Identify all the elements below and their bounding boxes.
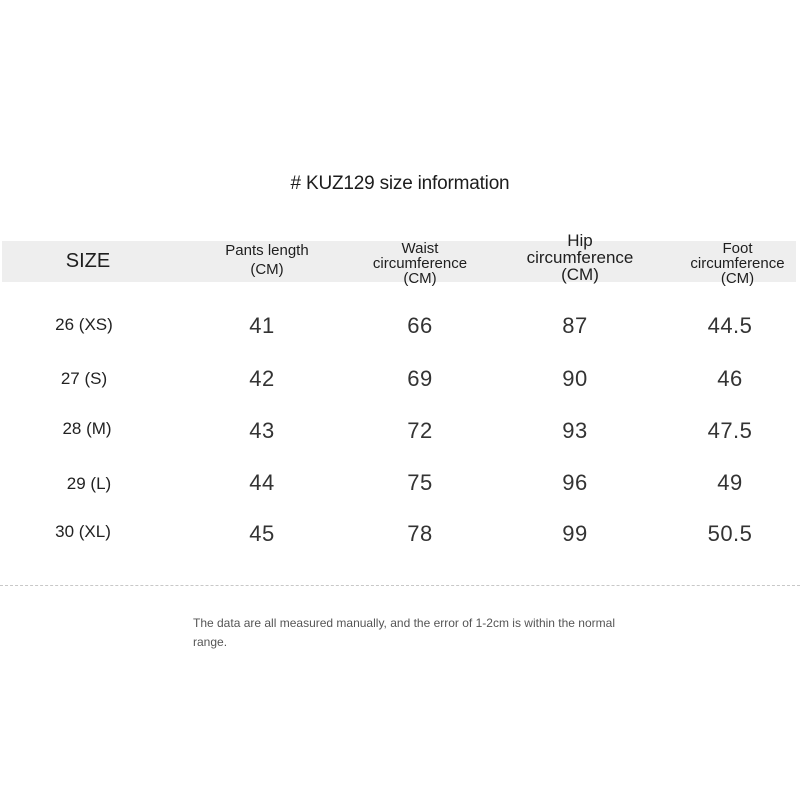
table-row-size: 27 (S) [60,369,108,388]
header-pants-length [207,243,327,277]
table-cell-pants-length: 42 [249,366,275,391]
dashed-divider [0,585,800,586]
header-hip-line1: Hip [567,231,593,250]
table-cell-foot: 49 [717,470,743,495]
header-hip-line2: circumference [526,248,634,267]
table-row-size: 26 (XS) [55,315,113,334]
table-cell-hip: 87 [562,313,588,338]
header-pants-length-unit: (CM) [250,261,284,278]
header-foot [680,241,795,286]
header-foot-line2: circumference [690,255,785,272]
table-cell-pants-length: 44 [249,470,275,495]
header-hip [515,232,645,283]
header-waist-unit: (CM) [403,270,437,287]
table-cell-hip: 93 [562,418,588,443]
table-row-size: 28 (M) [62,419,112,438]
table-cell-hip: 96 [562,470,588,495]
table-row-size: 30 (XL) [55,522,111,541]
header-waist [360,241,480,286]
header-pants-length-line1: Pants length [225,242,309,259]
header-size: SIZE [65,250,111,272]
header-foot-line1: Foot [722,240,753,257]
table-cell-pants-length: 43 [249,418,275,443]
table-cell-waist: 75 [407,470,433,495]
table-cell-hip: 90 [562,366,588,391]
table-cell-foot: 47.5 [707,418,753,443]
table-cell-waist: 69 [407,366,433,391]
header-waist-line1: Waist [401,240,439,257]
table-cell-pants-length: 41 [249,313,275,338]
measurement-note: The data are all measured manually, and the error of 1-2cm is within the normal range. [193,616,615,649]
header-hip-unit: (CM) [561,265,599,284]
table-cell-waist: 78 [407,521,433,546]
table-row-size: 29 (L) [66,474,112,493]
table-cell-waist: 72 [407,418,433,443]
table-cell-hip: 99 [562,521,588,546]
chart-title: # KUZ129 size information [290,173,510,194]
table-cell-foot: 50.5 [707,521,753,546]
table-cell-pants-length: 45 [249,521,275,546]
header-waist-line2: circumference [372,255,468,272]
header-foot-unit: (CM) [720,270,755,287]
table-cell-foot: 44.5 [707,313,753,338]
table-cell-waist: 66 [407,313,433,338]
table-cell-foot: 46 [717,366,743,391]
